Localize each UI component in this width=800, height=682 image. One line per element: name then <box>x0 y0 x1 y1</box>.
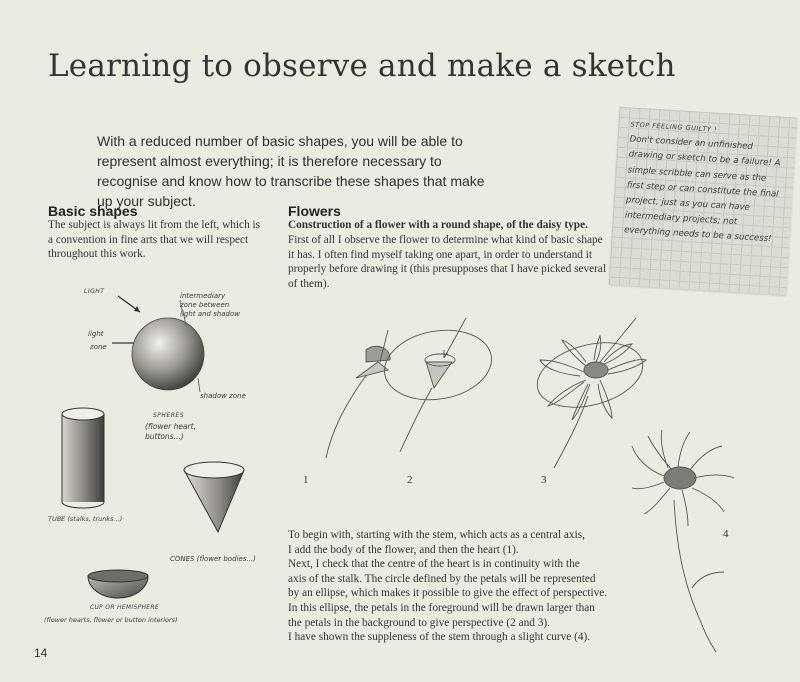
instruction-line: axis of the stalk. The circle defined by the petals will be represented <box>288 572 596 585</box>
label-shadow-zone: shadow zone <box>200 392 246 400</box>
flowers-subheading: Construction of a flower with a round shape, of the daisy type. <box>288 219 588 231</box>
page-number: 14 <box>34 646 48 660</box>
basic-shapes-heading: Basic shapes <box>48 203 138 219</box>
flower-step-4 <box>632 430 734 652</box>
note-title: STOP FEELING GUILTY ! <box>630 120 718 134</box>
instruction-line: by an ellipse, which makes it possible to give the effect of perspective. <box>288 587 608 600</box>
step-number-3: 3 <box>541 474 547 486</box>
label-light-zone-1: light <box>88 330 104 338</box>
instruction-line: Next, I check that the centre of the heart is in continuity with the <box>288 558 580 571</box>
cylinder-drawing <box>62 408 104 508</box>
instruction-line: In this ellipse, the petals in the foreground will be drawn larger than <box>288 601 595 614</box>
instruction-line: I add the body of the flower, and then the heart (1). <box>288 543 519 556</box>
flower-step-3 <box>530 318 650 468</box>
cone-drawing <box>184 462 244 532</box>
page-title: Learning to observe and make a sketch <box>48 48 676 84</box>
label-cup: CUP OR HEMISPHERE <box>90 604 159 611</box>
instruction-line: the petals in the background to give perspective (2 and 3). <box>288 616 550 629</box>
flower-step-1 <box>326 330 390 458</box>
flowers-heading: Flowers <box>288 203 341 219</box>
cup-drawing <box>88 570 148 598</box>
label-cones: CONES (flower bodies...) <box>170 555 256 563</box>
note-body: Don't consider an unfinished drawing or sketch to be a failure! A simple scribble can serve as the first step or can constitute the final project, just as you can have intermediary projects; not everything needs to be a success! <box>623 134 781 245</box>
label-light-zone-2: zone <box>90 343 107 351</box>
label-spheres-note: (flower heart, buttons...) <box>145 422 196 441</box>
step-number-4: 4 <box>723 528 729 540</box>
label-spheres: SPHERES <box>153 412 184 419</box>
flower-step-2 <box>379 318 497 452</box>
instruction-line: I have shown the suppleness of the stem through a slight curve (4). <box>288 631 591 644</box>
step-number-2: 2 <box>407 474 413 486</box>
flowers-text: First of all I observe the flower to determine what kind of basic shape it has. I often find myself taking one apart, in order to understand it properly before drawing it (this presupposes that I have picked several of them). <box>288 234 607 290</box>
flowers-instructions <box>288 528 618 645</box>
label-light: LIGHT <box>84 288 105 295</box>
intro-paragraph: With a reduced number of basic shapes, you will be able to represent almost everything; it is therefore necessary to recognise and know how to transcribe these shapes that make up your subject. <box>97 133 485 209</box>
label-intermediary-zone: intermediary zone between light and shadow <box>180 292 240 318</box>
label-cup-note: (flower hearts, flower or button interiors) <box>44 616 178 624</box>
basic-shapes-text: The subject is always lit from the left, which is a convention in fine arts that we will respect throughout this work. <box>48 219 261 261</box>
label-tube: TUBE (stalks, trunks...) <box>48 515 123 523</box>
instruction-line: To begin with, starting with the stem, which acts as a central axis, <box>288 529 585 541</box>
step-number-1: 1 <box>303 474 309 486</box>
